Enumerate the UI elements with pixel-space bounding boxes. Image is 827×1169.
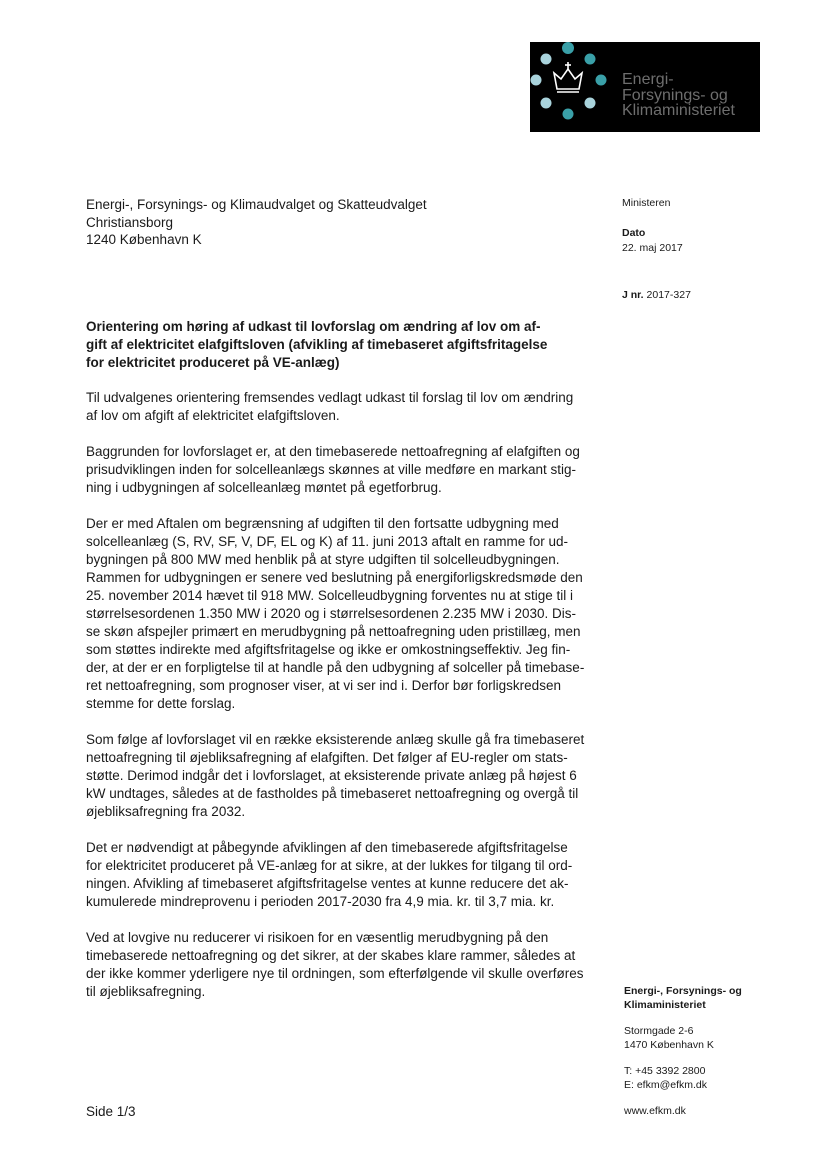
- page-number: Side 1/3: [86, 1104, 136, 1119]
- paragraph: [86, 515, 606, 713]
- letter-body: [86, 389, 606, 1019]
- date-block: [622, 226, 683, 256]
- text-line: kW undtages, således at de fastholdes på timebaseret nettoafregning og overgå til: [86, 786, 579, 801]
- org-website: www.efkm.dk: [624, 1105, 686, 1117]
- paragraph: [86, 839, 606, 911]
- subject-line: Orientering om høring af udkast til lovforslag om ændring af lov om af-: [86, 319, 541, 334]
- text-line: bygningen på 800 MW med henblik på at styre udgiften til solcelleudbygningen.: [86, 552, 560, 567]
- logo-line: Energi-: [622, 71, 674, 88]
- text-line: ning i udbygningen af solcelleanlæg møntet på egetforbrug.: [86, 480, 442, 495]
- text-line: der ikke kommer yderligere nye til ordningen, som efterfølgende vil skulle overføres: [86, 966, 584, 981]
- text-line: nettoafregning til øjebliksafregning af elafgiften. Det følger af EU-regler om stats-: [86, 750, 568, 765]
- subject-line: for elektricitet produceret på VE-anlæg): [86, 355, 340, 370]
- text-line: 25. november 2014 hævet til 918 MW. Solcelleudbygning forventes nu at stige til i: [86, 588, 574, 603]
- organization-contact: [624, 984, 742, 1118]
- crown-emblem-icon: [530, 42, 620, 132]
- text-line: støtte. Derimod indgår det i lovforslaget, at eksisterende private anlæg på højest 6: [86, 768, 577, 783]
- logo-line: Klimaministeriet: [622, 102, 735, 119]
- recipient-line: Energi-, Forsynings- og Klimaudvalget og Skatteudvalget: [86, 197, 427, 212]
- text-line: kumulerede mindreprovenu i perioden 2017-2030 fra 4,9 mia. kr. til 3,7 mia. kr.: [86, 894, 555, 909]
- date-label: Dato: [622, 227, 646, 239]
- journal-number: [622, 288, 691, 303]
- journal-value: 2017-327: [646, 289, 691, 301]
- text-line: ret nettoafregning, som prognoser viser, at vi ser ind i. Derfor bør forligskredsen: [86, 678, 561, 693]
- text-line: se skøn afspejler primært en merudbygning på nettoafregning uden pristillæg, men: [86, 624, 581, 639]
- sender-label: Ministeren: [622, 197, 671, 209]
- text-line: for elektricitet produceret på VE-anlæg for at sikre, at der lukkes for tilgang til ord-: [86, 858, 573, 873]
- paragraph: [86, 929, 606, 1001]
- text-line: øjebliksafregning fra 2032.: [86, 804, 246, 819]
- org-name: Klimaministeriet: [624, 999, 706, 1011]
- logo-wordmark: [622, 72, 735, 119]
- org-email: E: efkm@efkm.dk: [624, 1079, 708, 1091]
- text-line: Der er med Aftalen om begrænsning af udgiften til den fortsatte udbygning med: [86, 516, 559, 531]
- paragraph: [86, 389, 606, 425]
- recipient-line: 1240 København K: [86, 232, 202, 247]
- text-line: til øjebliksafregning.: [86, 984, 206, 999]
- text-line: stemme for dette forslag.: [86, 696, 236, 711]
- logo-line: Forsynings- og: [622, 86, 728, 104]
- letter-subject: [86, 318, 606, 372]
- text-line: Til udvalgenes orientering fremsendes vedlagt udkast til forslag til lov om ændring: [86, 390, 574, 405]
- recipient-line: Christiansborg: [86, 214, 174, 230]
- paragraph: [86, 443, 606, 497]
- text-line: timebaserede nettoafregning og det sikrer, at der skabes klare rammer, således at: [86, 948, 576, 963]
- date-value: 22. maj 2017: [622, 242, 683, 254]
- journal-label: J nr.: [622, 289, 644, 301]
- subject-line: gift af elektricitet elafgiftsloven (afvikling af timebaseret afgiftsfritagelse: [86, 337, 548, 352]
- text-line: prisudviklingen inden for solcelleanlægs skønnes at ville medføre en markant stig-: [86, 462, 576, 477]
- text-line: der, at der er en forpligtelse til at handle på den udbygning af solceller på timebase-: [86, 660, 585, 675]
- text-line: solcelleanlæg (S, RV, SF, V, DF, EL og K) af 11. juni 2013 aftalt en ramme for ud-: [86, 534, 569, 549]
- ministry-logo: [530, 42, 760, 132]
- recipient-address: [86, 196, 427, 249]
- text-line: af lov om afgift af elektricitet elafgiftsloven.: [86, 408, 340, 423]
- text-line: Rammen for udbygningen er senere ved beslutning på energiforligskredsmøde den: [86, 570, 583, 585]
- org-name: Energi-, Forsynings- og: [624, 985, 742, 997]
- org-city: 1470 København K: [624, 1039, 714, 1051]
- paragraph: [86, 731, 606, 821]
- text-line: ningen. Afvikling af timebaseret afgiftsfritagelse ventes at kunne reducere det ak-: [86, 876, 569, 891]
- text-line: som støttes indirekte med afgiftsfritagelse og ikke er omkostningseffektiv. Jeg fin-: [86, 642, 571, 657]
- text-line: Ved at lovgive nu reducerer vi risikoen for en væsentlig merudbygning på den: [86, 930, 549, 945]
- text-line: Det er nødvendigt at påbegynde afviklingen af den timebaserede afgiftsfritagelse: [86, 840, 568, 855]
- text-line: Baggrunden for lovforslaget er, at den timebaserede nettoafregning af elafgiften og: [86, 444, 580, 459]
- text-line: Som følge af lovforslaget vil en række eksisterende anlæg skulle gå fra timebaseret: [86, 732, 585, 747]
- org-street: Stormgade 2-6: [624, 1025, 694, 1037]
- text-line: størrelsesordenen 1.350 MW i 2020 og i størrelsesordenen 2.235 MW i 2030. Dis-: [86, 606, 576, 621]
- org-phone: T: +45 3392 2800: [624, 1065, 706, 1077]
